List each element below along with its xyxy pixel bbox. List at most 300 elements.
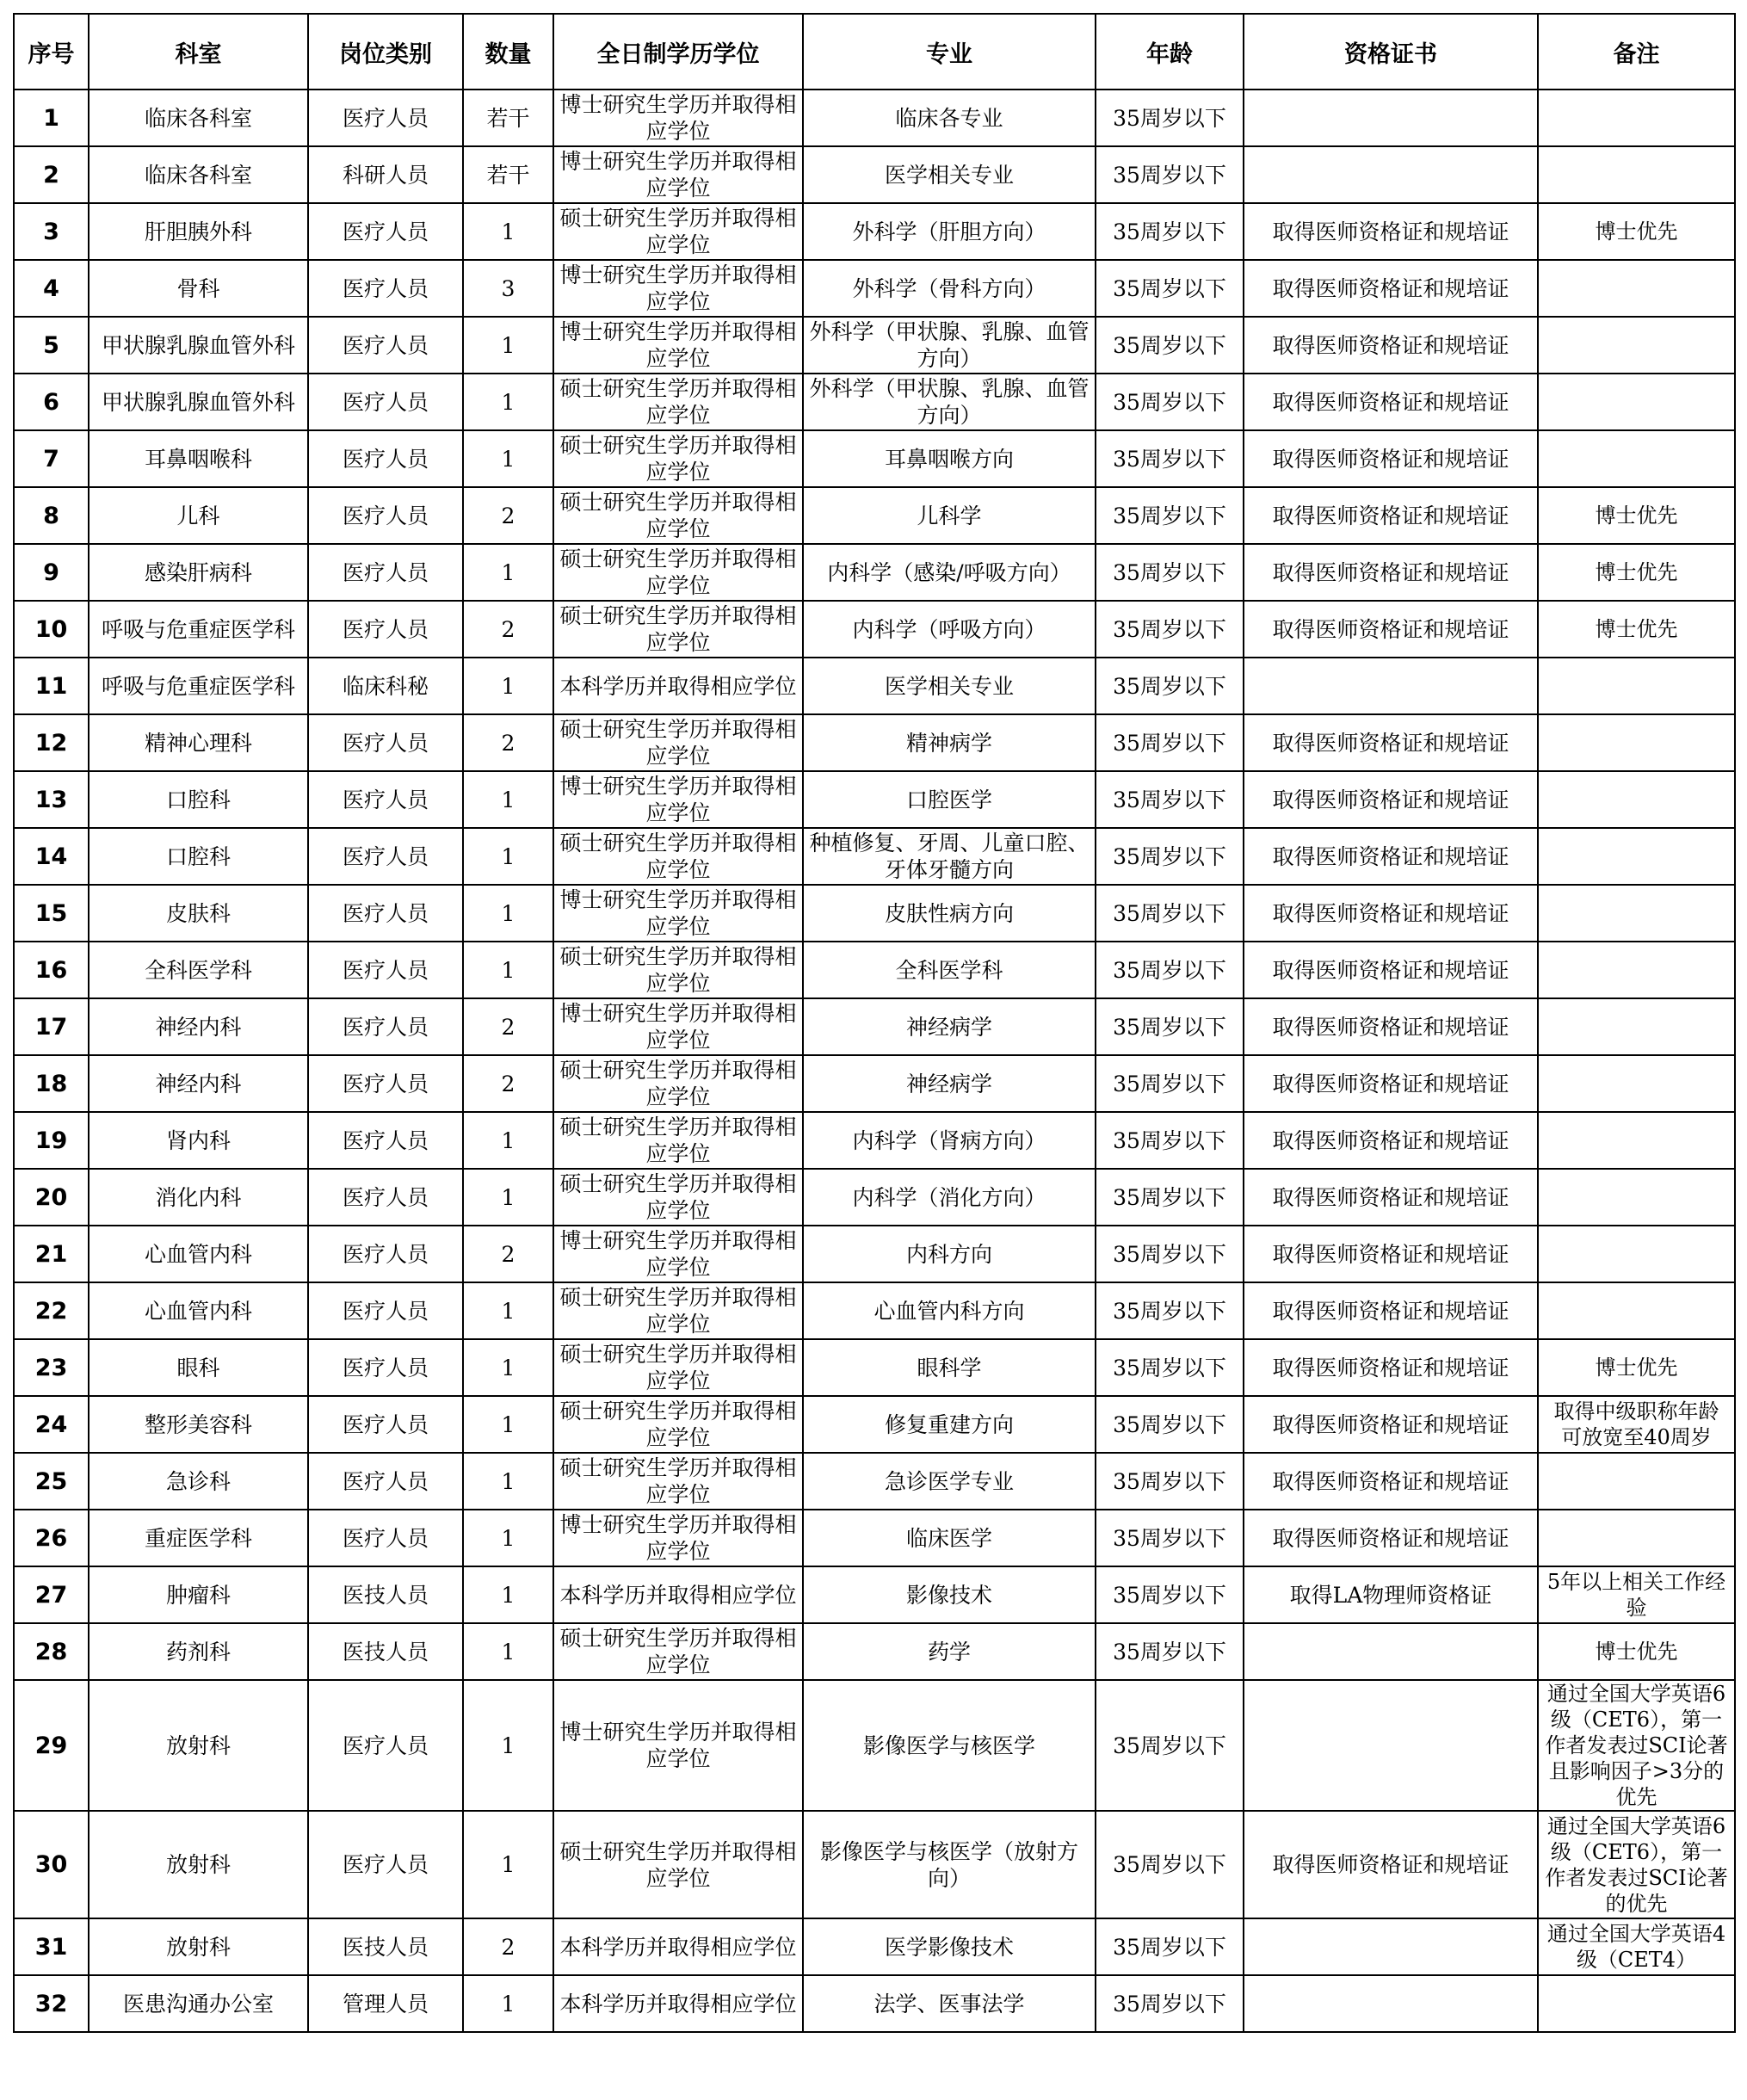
cell-category: 科研人员 (308, 146, 463, 203)
cell-no: 7 (14, 430, 89, 487)
cell-dept: 口腔科 (89, 771, 308, 828)
cell-age: 35周岁以下 (1096, 601, 1244, 658)
table-row (14, 1396, 1735, 1453)
cell-no: 14 (14, 828, 89, 885)
cell-no: 32 (14, 1975, 89, 2032)
cell-note: 博士优先 (1538, 1339, 1735, 1396)
cell-major: 眼科学 (803, 1339, 1096, 1396)
cell-age: 35周岁以下 (1096, 1680, 1244, 1811)
cell-note (1538, 828, 1735, 885)
cell-age: 35周岁以下 (1096, 1510, 1244, 1566)
cell-education: 硕士研究生学历并取得相应学位 (553, 1055, 803, 1112)
cell-cert (1244, 146, 1538, 203)
cell-education: 硕士研究生学历并取得相应学位 (553, 1112, 803, 1169)
cell-cert: 取得医师资格证和规培证 (1244, 828, 1538, 885)
cell-category: 医技人员 (308, 1623, 463, 1680)
cell-dept: 医患沟通办公室 (89, 1975, 308, 2032)
cell-major: 内科学（感染/呼吸方向） (803, 544, 1096, 601)
table-row (14, 885, 1735, 942)
cell-education: 博士研究生学历并取得相应学位 (553, 317, 803, 374)
cell-category: 医疗人员 (308, 374, 463, 430)
cell-category: 医疗人员 (308, 1339, 463, 1396)
cell-education: 硕士研究生学历并取得相应学位 (553, 374, 803, 430)
table-row (14, 1510, 1735, 1566)
col-header-education: 全日制学历学位 (553, 14, 803, 90)
cell-age: 35周岁以下 (1096, 1811, 1244, 1918)
col-header-age: 年龄 (1096, 14, 1244, 90)
cell-dept: 心血管内科 (89, 1282, 308, 1339)
cell-no: 19 (14, 1112, 89, 1169)
cell-note (1538, 1055, 1735, 1112)
cell-cert (1244, 1623, 1538, 1680)
cell-cert: 取得医师资格证和规培证 (1244, 1112, 1538, 1169)
cell-cert: 取得医师资格证和规培证 (1244, 1169, 1538, 1226)
cell-count: 1 (463, 1169, 553, 1226)
cell-no: 27 (14, 1566, 89, 1623)
cell-cert: 取得医师资格证和规培证 (1244, 1282, 1538, 1339)
cell-count: 1 (463, 942, 553, 998)
cell-no: 4 (14, 260, 89, 317)
cell-dept: 放射科 (89, 1811, 308, 1918)
cell-age: 35周岁以下 (1096, 317, 1244, 374)
cell-education: 博士研究生学历并取得相应学位 (553, 998, 803, 1055)
table-row (14, 317, 1735, 374)
cell-age: 35周岁以下 (1096, 942, 1244, 998)
cell-category: 医疗人员 (308, 1055, 463, 1112)
table-row (14, 146, 1735, 203)
cell-dept: 神经内科 (89, 998, 308, 1055)
cell-dept: 整形美容科 (89, 1396, 308, 1453)
cell-no: 18 (14, 1055, 89, 1112)
cell-count: 1 (463, 771, 553, 828)
cell-no: 22 (14, 1282, 89, 1339)
cell-no: 30 (14, 1811, 89, 1918)
cell-dept: 肾内科 (89, 1112, 308, 1169)
cell-dept: 消化内科 (89, 1169, 308, 1226)
cell-no: 3 (14, 203, 89, 260)
cell-note: 通过全国大学英语4级（CET4） (1538, 1918, 1735, 1975)
table-row (14, 601, 1735, 658)
cell-category: 医疗人员 (308, 885, 463, 942)
table-row (14, 998, 1735, 1055)
cell-cert: 取得医师资格证和规培证 (1244, 374, 1538, 430)
cell-count: 3 (463, 260, 553, 317)
table-row (14, 714, 1735, 771)
table-row (14, 771, 1735, 828)
cell-count: 1 (463, 1566, 553, 1623)
cell-cert (1244, 1975, 1538, 2032)
cell-category: 医疗人员 (308, 1453, 463, 1510)
cell-major: 外科学（甲状腺、乳腺、血管方向） (803, 317, 1096, 374)
cell-major: 神经病学 (803, 1055, 1096, 1112)
cell-age: 35周岁以下 (1096, 146, 1244, 203)
cell-no: 24 (14, 1396, 89, 1453)
cell-education: 硕士研究生学历并取得相应学位 (553, 714, 803, 771)
cell-cert: 取得医师资格证和规培证 (1244, 430, 1538, 487)
cell-no: 16 (14, 942, 89, 998)
table-row (14, 1055, 1735, 1112)
cell-note (1538, 942, 1735, 998)
cell-no: 5 (14, 317, 89, 374)
recruitment-sheet (13, 13, 1734, 2033)
cell-age: 35周岁以下 (1096, 1453, 1244, 1510)
cell-age: 35周岁以下 (1096, 1169, 1244, 1226)
cell-note (1538, 90, 1735, 146)
cell-note (1538, 714, 1735, 771)
cell-dept: 临床各科室 (89, 146, 308, 203)
col-header-dept: 科室 (89, 14, 308, 90)
cell-age: 35周岁以下 (1096, 1339, 1244, 1396)
cell-no: 31 (14, 1918, 89, 1975)
col-header-cert: 资格证书 (1244, 14, 1538, 90)
cell-dept: 药剂科 (89, 1623, 308, 1680)
cell-note: 博士优先 (1538, 544, 1735, 601)
cell-count: 若干 (463, 90, 553, 146)
cell-major: 外科学（肝胆方向） (803, 203, 1096, 260)
cell-dept: 肝胆胰外科 (89, 203, 308, 260)
cell-note: 博士优先 (1538, 487, 1735, 544)
cell-count: 1 (463, 203, 553, 260)
cell-category: 医疗人员 (308, 430, 463, 487)
cell-cert: 取得医师资格证和规培证 (1244, 771, 1538, 828)
cell-dept: 感染肝病科 (89, 544, 308, 601)
col-header-major: 专业 (803, 14, 1096, 90)
cell-cert (1244, 1918, 1538, 1975)
cell-major: 影像技术 (803, 1566, 1096, 1623)
cell-education: 博士研究生学历并取得相应学位 (553, 260, 803, 317)
cell-count: 2 (463, 601, 553, 658)
cell-cert: 取得医师资格证和规培证 (1244, 1453, 1538, 1510)
cell-category: 医疗人员 (308, 1226, 463, 1282)
cell-major: 内科学（肾病方向） (803, 1112, 1096, 1169)
cell-category: 医疗人员 (308, 828, 463, 885)
cell-cert: 取得医师资格证和规培证 (1244, 1396, 1538, 1453)
col-header-count: 数量 (463, 14, 553, 90)
cell-cert: 取得医师资格证和规培证 (1244, 544, 1538, 601)
cell-no: 2 (14, 146, 89, 203)
cell-note (1538, 1282, 1735, 1339)
cell-count: 1 (463, 544, 553, 601)
cell-cert: 取得医师资格证和规培证 (1244, 1811, 1538, 1918)
cell-age: 35周岁以下 (1096, 374, 1244, 430)
cell-major: 医学影像技术 (803, 1918, 1096, 1975)
cell-age: 35周岁以下 (1096, 487, 1244, 544)
cell-no: 17 (14, 998, 89, 1055)
cell-major: 内科学（呼吸方向） (803, 601, 1096, 658)
cell-dept: 神经内科 (89, 1055, 308, 1112)
cell-dept: 临床各科室 (89, 90, 308, 146)
cell-dept: 呼吸与危重症医学科 (89, 658, 308, 714)
cell-dept: 放射科 (89, 1680, 308, 1811)
cell-age: 35周岁以下 (1096, 1226, 1244, 1282)
cell-category: 医技人员 (308, 1918, 463, 1975)
cell-cert: 取得医师资格证和规培证 (1244, 885, 1538, 942)
table-row (14, 658, 1735, 714)
cell-dept: 心血管内科 (89, 1226, 308, 1282)
cell-major: 外科学（甲状腺、乳腺、血管方向） (803, 374, 1096, 430)
recruitment-table (13, 13, 1736, 2033)
table-body (14, 90, 1735, 2032)
cell-age: 35周岁以下 (1096, 714, 1244, 771)
cell-note (1538, 1975, 1735, 2032)
cell-education: 博士研究生学历并取得相应学位 (553, 885, 803, 942)
cell-dept: 肿瘤科 (89, 1566, 308, 1623)
cell-major: 医学相关专业 (803, 658, 1096, 714)
col-header-note: 备注 (1538, 14, 1735, 90)
cell-count: 1 (463, 317, 553, 374)
cell-note (1538, 885, 1735, 942)
cell-major: 急诊医学专业 (803, 1453, 1096, 1510)
cell-count: 1 (463, 1282, 553, 1339)
cell-dept: 儿科 (89, 487, 308, 544)
cell-major: 临床医学 (803, 1510, 1096, 1566)
cell-major: 精神病学 (803, 714, 1096, 771)
cell-education: 博士研究生学历并取得相应学位 (553, 146, 803, 203)
cell-education: 硕士研究生学历并取得相应学位 (553, 828, 803, 885)
cell-age: 35周岁以下 (1096, 1566, 1244, 1623)
cell-education: 硕士研究生学历并取得相应学位 (553, 1811, 803, 1918)
table-row (14, 1169, 1735, 1226)
cell-note (1538, 317, 1735, 374)
cell-major: 心血管内科方向 (803, 1282, 1096, 1339)
cell-dept: 甲状腺乳腺血管外科 (89, 374, 308, 430)
cell-education: 硕士研究生学历并取得相应学位 (553, 1623, 803, 1680)
cell-age: 35周岁以下 (1096, 260, 1244, 317)
cell-education: 硕士研究生学历并取得相应学位 (553, 601, 803, 658)
cell-education: 硕士研究生学历并取得相应学位 (553, 430, 803, 487)
cell-major: 种植修复、牙周、儿童口腔、牙体牙髓方向 (803, 828, 1096, 885)
cell-note: 博士优先 (1538, 203, 1735, 260)
cell-category: 医疗人员 (308, 1169, 463, 1226)
cell-no: 1 (14, 90, 89, 146)
cell-count: 2 (463, 1226, 553, 1282)
table-row (14, 1112, 1735, 1169)
cell-count: 1 (463, 1510, 553, 1566)
cell-category: 医疗人员 (308, 1282, 463, 1339)
cell-cert: 取得医师资格证和规培证 (1244, 998, 1538, 1055)
cell-category: 医疗人员 (308, 90, 463, 146)
cell-major: 法学、医事法学 (803, 1975, 1096, 2032)
cell-note (1538, 1226, 1735, 1282)
cell-note (1538, 1510, 1735, 1566)
cell-no: 15 (14, 885, 89, 942)
cell-cert: 取得医师资格证和规培证 (1244, 942, 1538, 998)
cell-count: 2 (463, 998, 553, 1055)
cell-cert: 取得医师资格证和规培证 (1244, 714, 1538, 771)
table-row (14, 1918, 1735, 1975)
cell-major: 影像医学与核医学 (803, 1680, 1096, 1811)
cell-dept: 眼科 (89, 1339, 308, 1396)
cell-dept: 精神心理科 (89, 714, 308, 771)
cell-no: 11 (14, 658, 89, 714)
table-row (14, 90, 1735, 146)
cell-education: 硕士研究生学历并取得相应学位 (553, 1396, 803, 1453)
cell-cert (1244, 1680, 1538, 1811)
cell-age: 35周岁以下 (1096, 1623, 1244, 1680)
cell-category: 医疗人员 (308, 942, 463, 998)
cell-major: 影像医学与核医学（放射方向） (803, 1811, 1096, 1918)
cell-cert: 取得医师资格证和规培证 (1244, 1055, 1538, 1112)
cell-education: 博士研究生学历并取得相应学位 (553, 1226, 803, 1282)
table-row (14, 1453, 1735, 1510)
cell-count: 1 (463, 885, 553, 942)
cell-education: 博士研究生学历并取得相应学位 (553, 1680, 803, 1811)
cell-note (1538, 771, 1735, 828)
cell-age: 35周岁以下 (1096, 998, 1244, 1055)
cell-category: 医疗人员 (308, 1510, 463, 1566)
cell-dept: 放射科 (89, 1918, 308, 1975)
cell-education: 本科学历并取得相应学位 (553, 658, 803, 714)
table-row (14, 487, 1735, 544)
cell-dept: 甲状腺乳腺血管外科 (89, 317, 308, 374)
cell-age: 35周岁以下 (1096, 658, 1244, 714)
cell-note: 通过全国大学英语6级（CET6），第一作者发表过SCI论著的优先 (1538, 1811, 1735, 1918)
table-row (14, 1226, 1735, 1282)
cell-no: 23 (14, 1339, 89, 1396)
cell-category: 医疗人员 (308, 1396, 463, 1453)
cell-age: 35周岁以下 (1096, 1055, 1244, 1112)
cell-dept: 全科医学科 (89, 942, 308, 998)
cell-count: 1 (463, 1453, 553, 1510)
cell-major: 修复重建方向 (803, 1396, 1096, 1453)
col-header-category: 岗位类别 (308, 14, 463, 90)
cell-no: 28 (14, 1623, 89, 1680)
cell-category: 医疗人员 (308, 260, 463, 317)
col-header-no: 序号 (14, 14, 89, 90)
table-row (14, 942, 1735, 998)
cell-no: 8 (14, 487, 89, 544)
cell-note (1538, 146, 1735, 203)
cell-count: 2 (463, 714, 553, 771)
cell-category: 医技人员 (308, 1566, 463, 1623)
cell-cert: 取得医师资格证和规培证 (1244, 487, 1538, 544)
table-row (14, 1339, 1735, 1396)
cell-education: 博士研究生学历并取得相应学位 (553, 771, 803, 828)
cell-category: 医疗人员 (308, 714, 463, 771)
cell-no: 13 (14, 771, 89, 828)
cell-no: 6 (14, 374, 89, 430)
cell-education: 硕士研究生学历并取得相应学位 (553, 1169, 803, 1226)
table-row (14, 374, 1735, 430)
cell-note (1538, 1112, 1735, 1169)
table-row (14, 828, 1735, 885)
cell-dept: 皮肤科 (89, 885, 308, 942)
cell-count: 1 (463, 1811, 553, 1918)
cell-education: 硕士研究生学历并取得相应学位 (553, 487, 803, 544)
cell-note (1538, 1169, 1735, 1226)
cell-no: 9 (14, 544, 89, 601)
cell-major: 临床各专业 (803, 90, 1096, 146)
cell-category: 医疗人员 (308, 1112, 463, 1169)
cell-education: 硕士研究生学历并取得相应学位 (553, 1453, 803, 1510)
table-row (14, 1623, 1735, 1680)
cell-education: 硕士研究生学历并取得相应学位 (553, 1339, 803, 1396)
cell-age: 35周岁以下 (1096, 1282, 1244, 1339)
table-row (14, 430, 1735, 487)
cell-note (1538, 658, 1735, 714)
cell-major: 内科方向 (803, 1226, 1096, 1282)
cell-education: 本科学历并取得相应学位 (553, 1566, 803, 1623)
cell-age: 35周岁以下 (1096, 771, 1244, 828)
cell-category: 医疗人员 (308, 1680, 463, 1811)
cell-age: 35周岁以下 (1096, 430, 1244, 487)
cell-no: 12 (14, 714, 89, 771)
cell-major: 儿科学 (803, 487, 1096, 544)
cell-age: 35周岁以下 (1096, 544, 1244, 601)
cell-cert: 取得医师资格证和规培证 (1244, 1226, 1538, 1282)
cell-cert (1244, 658, 1538, 714)
cell-major: 神经病学 (803, 998, 1096, 1055)
cell-count: 2 (463, 1055, 553, 1112)
cell-cert: 取得医师资格证和规培证 (1244, 203, 1538, 260)
cell-note: 取得中级职称年龄可放宽至40周岁 (1538, 1396, 1735, 1453)
cell-cert: 取得医师资格证和规培证 (1244, 1339, 1538, 1396)
cell-count: 1 (463, 1680, 553, 1811)
cell-note (1538, 998, 1735, 1055)
cell-count: 1 (463, 374, 553, 430)
cell-dept: 耳鼻咽喉科 (89, 430, 308, 487)
cell-note: 5年以上相关工作经验 (1538, 1566, 1735, 1623)
cell-category: 医疗人员 (308, 317, 463, 374)
cell-no: 25 (14, 1453, 89, 1510)
cell-major: 口腔医学 (803, 771, 1096, 828)
table-row (14, 1566, 1735, 1623)
cell-major: 皮肤性病方向 (803, 885, 1096, 942)
table-row (14, 203, 1735, 260)
cell-category: 医疗人员 (308, 1811, 463, 1918)
cell-category: 管理人员 (308, 1975, 463, 2032)
cell-cert (1244, 90, 1538, 146)
cell-note: 博士优先 (1538, 601, 1735, 658)
cell-education: 本科学历并取得相应学位 (553, 1975, 803, 2032)
cell-count: 若干 (463, 146, 553, 203)
cell-category: 医疗人员 (308, 203, 463, 260)
cell-education: 本科学历并取得相应学位 (553, 1918, 803, 1975)
cell-cert: 取得医师资格证和规培证 (1244, 260, 1538, 317)
cell-education: 硕士研究生学历并取得相应学位 (553, 942, 803, 998)
cell-category: 医疗人员 (308, 998, 463, 1055)
table-row (14, 544, 1735, 601)
cell-count: 1 (463, 1975, 553, 2032)
cell-category: 临床科秘 (308, 658, 463, 714)
cell-note: 通过全国大学英语6级（CET6），第一作者发表过SCI论著且影响因子>3分的优先 (1538, 1680, 1735, 1811)
cell-education: 硕士研究生学历并取得相应学位 (553, 203, 803, 260)
cell-cert: 取得LA物理师资格证 (1244, 1566, 1538, 1623)
cell-major: 药学 (803, 1623, 1096, 1680)
cell-count: 1 (463, 1112, 553, 1169)
cell-age: 35周岁以下 (1096, 1112, 1244, 1169)
cell-major: 内科学（消化方向） (803, 1169, 1096, 1226)
cell-note (1538, 1453, 1735, 1510)
cell-age: 35周岁以下 (1096, 1918, 1244, 1975)
cell-note (1538, 374, 1735, 430)
cell-category: 医疗人员 (308, 771, 463, 828)
cell-age: 35周岁以下 (1096, 1396, 1244, 1453)
cell-note (1538, 260, 1735, 317)
cell-category: 医疗人员 (308, 601, 463, 658)
cell-category: 医疗人员 (308, 544, 463, 601)
cell-count: 1 (463, 658, 553, 714)
cell-cert: 取得医师资格证和规培证 (1244, 1510, 1538, 1566)
cell-count: 1 (463, 1623, 553, 1680)
table-row (14, 1975, 1735, 2032)
cell-age: 35周岁以下 (1096, 885, 1244, 942)
cell-major: 耳鼻咽喉方向 (803, 430, 1096, 487)
cell-no: 29 (14, 1680, 89, 1811)
cell-count: 1 (463, 1339, 553, 1396)
cell-education: 硕士研究生学历并取得相应学位 (553, 544, 803, 601)
cell-count: 1 (463, 828, 553, 885)
